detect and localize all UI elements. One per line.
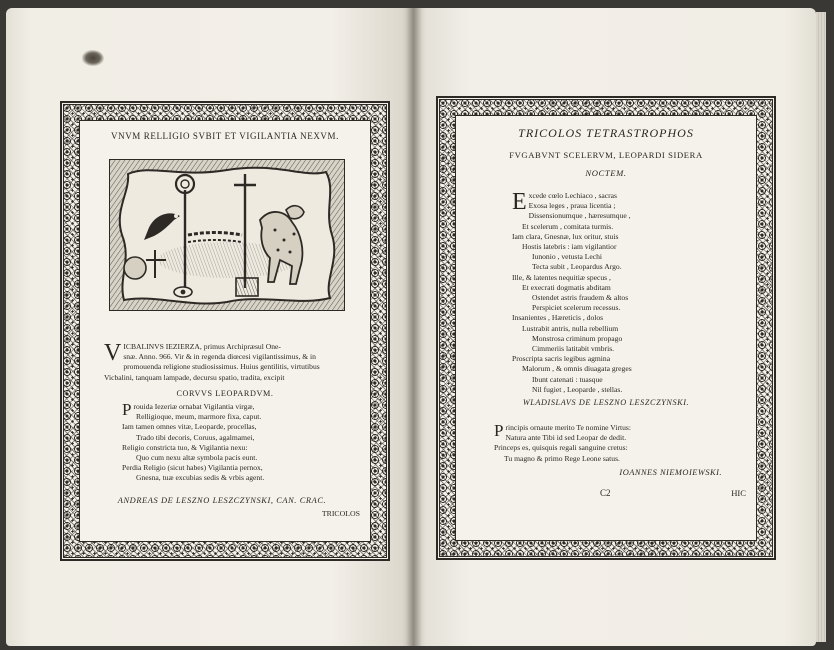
epigram-line: Princeps es, quisquis regali sanguine cretus:	[494, 443, 628, 453]
poem-title: TRICOLOS TETRASTROPHOS	[518, 126, 694, 140]
emblem-engraving-art	[110, 160, 344, 310]
poem-line: Dissensionumque , hæresumque ,	[528, 211, 631, 221]
poem-line: Perspiciet scelerum recessus.	[532, 303, 621, 313]
subheading: CORVVS LEOPARDVM.	[176, 389, 274, 398]
epigram-line: rincipis ornaute merito Te nomine Virtus:	[505, 423, 631, 432]
right-ornamental-frame	[436, 96, 776, 560]
right-poem	[512, 191, 746, 395]
poem-line: Et execrati dogmatis abditam	[522, 282, 611, 292]
left-ornamental-frame	[60, 101, 390, 561]
book-gutter	[406, 8, 422, 646]
dedication-line: promouenda religione studiosissimus. Huius gentilitis, virtutibus	[123, 362, 320, 372]
poem-line: Tecta subit , Leopardus Argo.	[532, 262, 622, 272]
poem-line: Trado tibi decoris, Coruus, agalmamei,	[136, 432, 255, 442]
page-edges	[816, 12, 826, 642]
dedication-line: Vicbalini, tanquam lampade, decursu spatio, tradita, excipit	[104, 372, 285, 382]
poem-line: Malorum , & omnis diuagata greges	[522, 364, 632, 374]
left-poem	[122, 402, 362, 484]
poem-line: Gnesna, tuæ excubias sedis & vrbis agent.	[136, 473, 265, 483]
poem-line: Relligioque, meum, marmore fixa, caput.	[136, 412, 262, 422]
poem-line: Iam clara, Gnesnæ, lux oritur, stuis	[512, 231, 619, 241]
right-frame-content	[455, 115, 757, 541]
epigram-line: Tu magno & primo Rege Leone satus.	[504, 453, 620, 463]
poem-line: Monstrosa criminum propago	[532, 333, 623, 343]
dedication-initial: V	[104, 340, 122, 366]
poem-line: Cimmeriis latitabit vmbris.	[532, 344, 615, 354]
poem-line: Lustrabit antris, nulla rebellium	[522, 323, 619, 333]
poem-line: Ostendet astris fraudem & altos	[532, 293, 629, 303]
epigram	[494, 423, 748, 464]
epigram-initial: P	[494, 421, 504, 440]
right-catchword: HIC	[731, 488, 746, 498]
left-frame-content	[79, 120, 371, 542]
poem-line: Quo cum nexu altæ symbola pacis eunt.	[136, 453, 258, 463]
poem-subtitle-2: NOCTEM.	[585, 168, 627, 178]
poem-line: Perdia Religio (sicut habes) Vigilantia pernox,	[122, 463, 263, 473]
poem-line: Proscripta sacris legibus agmina	[512, 354, 611, 364]
poem-line: Et scelerum , comitata turmis.	[522, 221, 614, 231]
poem-line: Nil fugiet , Leoparde , stellas.	[532, 384, 623, 394]
epigram-line: Natura ante Tibi id sed Leopar de dedit.	[505, 433, 627, 443]
poem-line: Insanientes , Hæreticis , dolos	[512, 313, 604, 323]
motto: VNVM RELLIGIO SVBIT ET VIGILANTIA NEXVM.	[111, 131, 339, 141]
signature-mark: C2	[600, 488, 611, 498]
poem-subtitle: FVGABVNT SCELERVM, LEOPARDI SIDERA	[509, 150, 703, 160]
dedication-line: snæ. Anno. 966. Vir & in regenda diœcesi vigilantissimus, & in	[123, 352, 316, 362]
left-signature: ANDREAS DE LESZNO LESZCZYNSKI, CAN. CRAC.	[117, 496, 327, 505]
dedication-paragraph	[104, 342, 360, 383]
poem-line: Hostis latebris : iam vigilantior	[522, 242, 617, 252]
poem-line: Religio constricta tuo, & Vigilantia nexu:	[122, 442, 248, 452]
poem-line: rouida Iezeriæ ornabat Vigilantia virgæ,	[133, 402, 255, 411]
poem-line: Ibunt catenati : tuasque	[532, 374, 603, 384]
right-signature-1: WLADISLAVS DE LESZNO LESZCZYNSKI.	[522, 398, 690, 407]
emblem-engraving	[109, 159, 345, 311]
poem-line: Exosa leges , praua licentia ;	[528, 201, 616, 211]
poem-line: xcede cœlo Lechiaco , sacras	[528, 191, 618, 200]
right-signature-2: IOANNES NIEMOIEWSKI.	[619, 468, 722, 477]
poem-initial: P	[122, 400, 132, 419]
poem-line: Iam tamen omnes vitæ, Leoparde, procellas,	[122, 422, 257, 432]
dedication-line: ICBALINVS IEZIERZA, primus Archipræsul One-	[123, 342, 281, 351]
right-poem-initial: E	[512, 189, 527, 215]
poem-line: Ille, & latentes nequitiæ specus ,	[512, 272, 611, 282]
left-catchword: TRICOLOS	[321, 509, 360, 518]
ink-stain	[82, 50, 104, 66]
poem-line: Iunonio , vetusta Lechi	[532, 252, 603, 262]
